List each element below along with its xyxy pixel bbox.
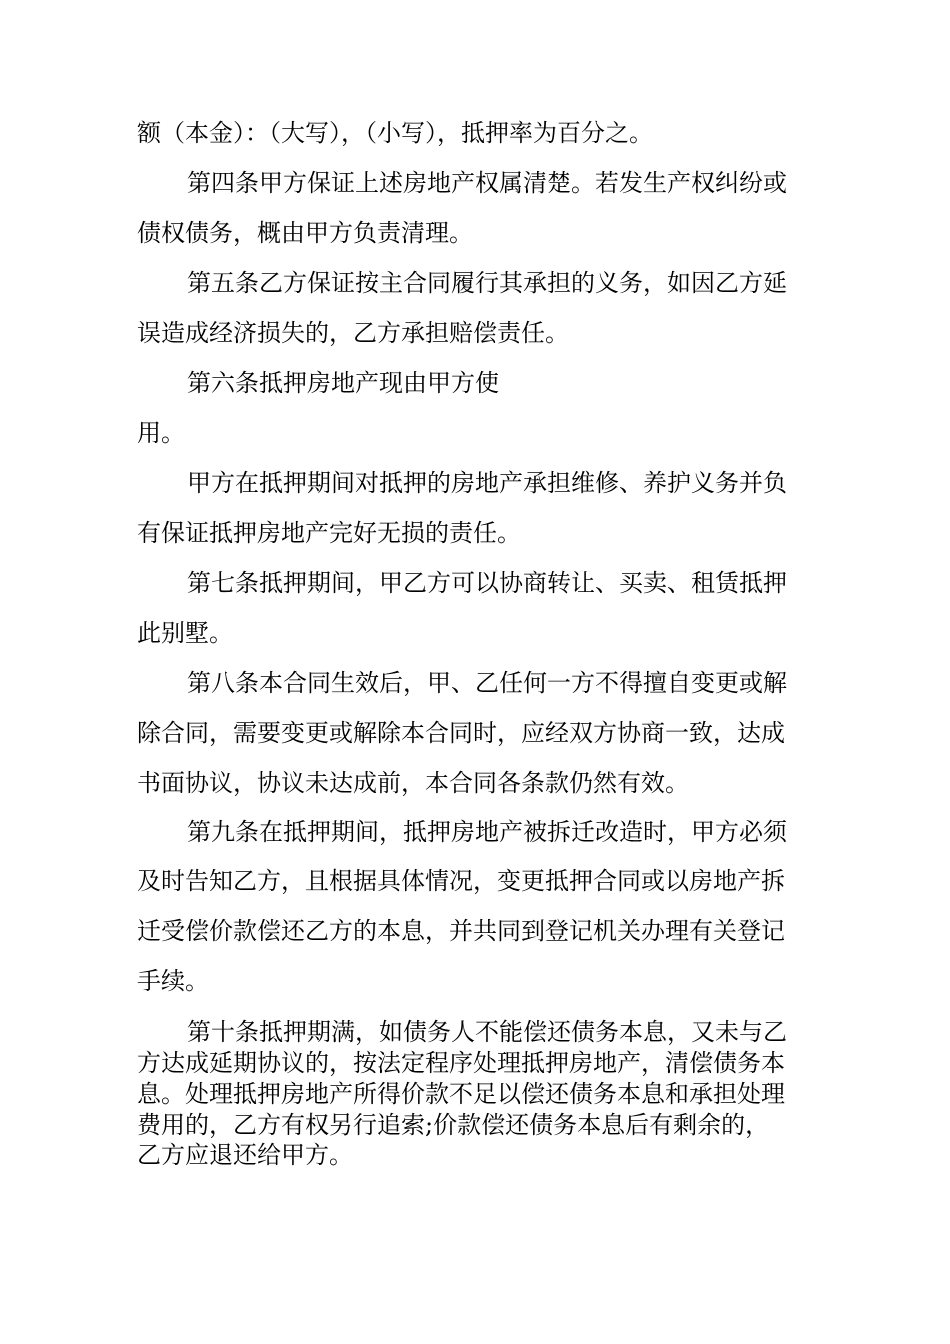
paragraph-line: 第十条抵押期满，如债务人不能偿还债务本息，又未与乙 — [187, 1018, 787, 1046]
paragraph-line: 第九条在抵押期间，抵押房地产被拆迁改造时，甲方必须 — [187, 818, 787, 846]
paragraph-line: 迁受偿价款偿还乙方的本息，并共同到登记机关办理有关登记 — [137, 917, 785, 945]
paragraph-line: 此别墅。 — [137, 619, 233, 647]
paragraph-line: 第六条抵押房地产现由甲方使 — [187, 369, 499, 397]
paragraph-line: 有保证抵押房地产完好无损的责任。 — [137, 519, 521, 547]
paragraph-line: 债权债务，概由甲方负责清理。 — [137, 219, 473, 247]
paragraph-line: 及时告知乙方，且根据具体情况，变更抵押合同或以房地产拆 — [137, 867, 785, 895]
paragraph-line: 第五条乙方保证按主合同履行其承担的义务，如因乙方延 — [187, 269, 787, 297]
paragraph-line: 第四条甲方保证上述房地产权属清楚。若发生产权纠纷或 — [187, 169, 787, 197]
paragraph-line: 乙方应退还给甲方。 — [137, 1141, 353, 1169]
paragraph-line: 额（本金）：（大写），（小写），抵押率为百分之。 — [137, 119, 653, 147]
paragraph-line: 甲方在抵押期间对抵押的房地产承担维修、养护义务并负 — [187, 469, 787, 497]
paragraph-line: 第八条本合同生效后，甲、乙任何一方不得擅自变更或解 — [187, 669, 787, 697]
paragraph-line: 息。处理抵押房地产所得价款不足以偿还债务本息和承担处理 — [137, 1080, 785, 1108]
paragraph-line: 书面协议，协议未达成前，本合同各条款仍然有效。 — [137, 769, 689, 797]
paragraph-line: 误造成经济损失的，乙方承担赔偿责任。 — [137, 319, 569, 347]
paragraph-line: 除合同，需要变更或解除本合同时，应经双方协商一致，达成 — [137, 719, 785, 747]
paragraph-line: 费用的，乙方有权另行追索;价款偿还债务本息后有剩余的， — [137, 1111, 770, 1139]
paragraph-line: 第七条抵押期间，甲乙方可以协商转让、买卖、租赁抵押 — [187, 569, 787, 597]
paragraph-line: 用。 — [137, 419, 185, 447]
paragraph-line: 方达成延期协议的，按法定程序处理抵押房地产，清偿债务本 — [137, 1049, 785, 1077]
paragraph-line: 手续。 — [137, 967, 209, 995]
